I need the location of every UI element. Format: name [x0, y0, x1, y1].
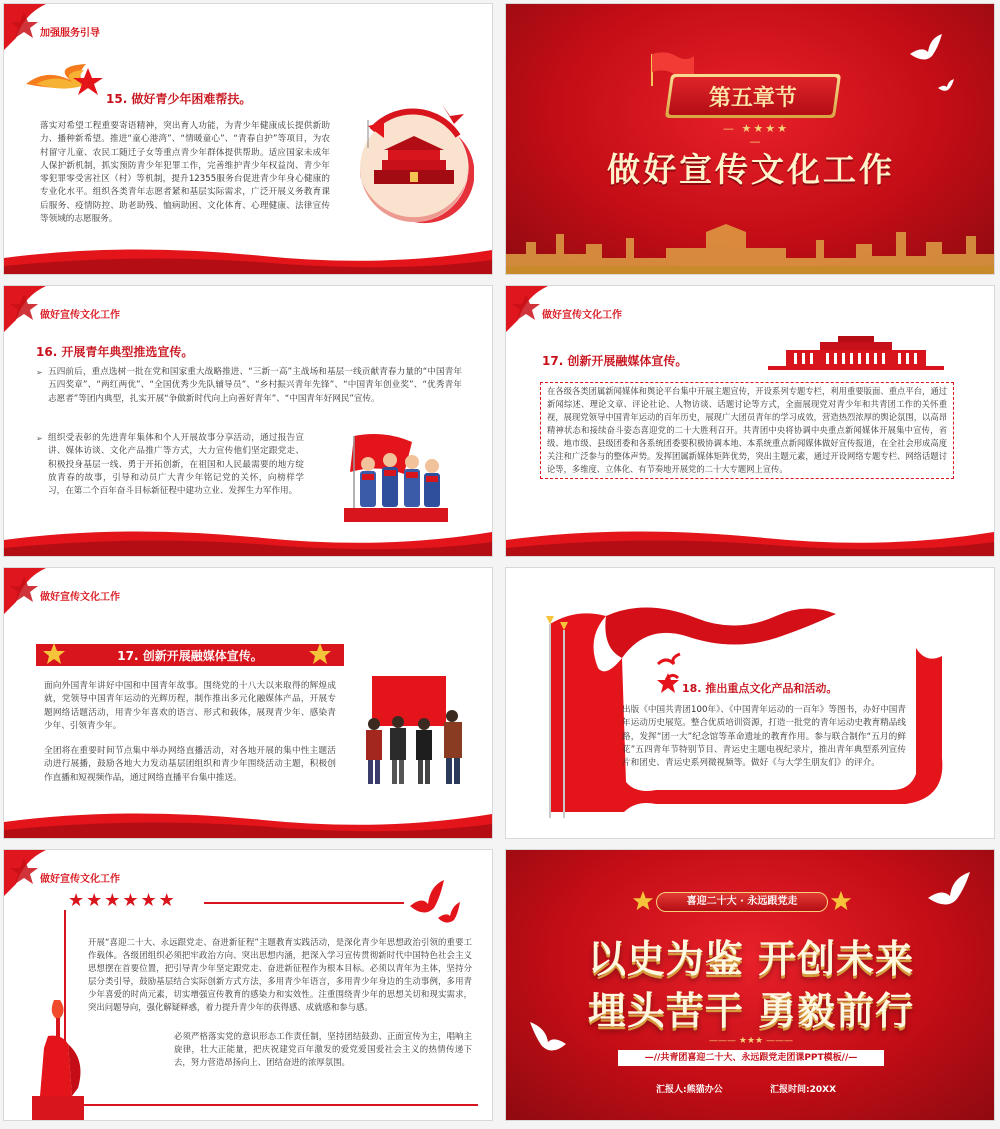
decorative-star-row: ★★★★★★ [68, 890, 177, 911]
slide-body-text-box: 在各级各类团属新闻媒体和舆论平台集中开展主题宣传，开设系列专题专栏，利用重要版面、重点平台，通过新闻综述、理论文章、评论社论、人物访谈、话题讨论等方式，全面展现党对青少年和共青团工作的关怀重视，展现党领导中国青年运动的百年历史，展现广大团员青年的学习成效，营造热烈浓厚的舆论氛围，以高昂精神状态和接续奋斗姿态喜迎党的二十大胜利召开。共青团中央将协调中央重点新闻媒体开展集中宣传，省级、地市级、县级团委和各系统团委要积极协调本地、本系统重点新闻媒体做好宣传报道，在全社会形成高度关注和广泛参与的整体声势。发挥团属新媒体矩阵优势，突出主题元素，通过开设网络专题专栏、网络话题讨论等，多维度、立体化、有节奏地开展党的二十大专题网上宣传。 [540, 382, 954, 479]
slide-body-text-2: 必须严格落实党的意识形态工作责任制，坚持团结鼓劲、正面宣传为主，唱响主旋律，壮大正能量，把庆祝建党百年激发的爱党爱国爱社会主义的热情传递下去，努力营造昂扬向上、团结奋进的浓厚氛围。 [174, 1031, 472, 1067]
slide-theme-education[interactable] [3, 849, 493, 1121]
title-banner [36, 644, 344, 666]
slide-header: 做好宣传文化工作 [40, 592, 120, 603]
slide-17-media-promotion-a[interactable] [505, 285, 995, 557]
slide-closing-cover[interactable] [505, 849, 995, 1121]
slide-header: 做好宣传文化工作 [542, 310, 622, 321]
slide-title: 17. 创新开展融媒体宣传。 [117, 648, 263, 663]
time-label: 汇报时间:20XX [770, 1085, 837, 1095]
slide-16-youth-model-promotion[interactable] [3, 285, 493, 557]
decorative-stars: ——— ★★★ ——— [709, 1036, 793, 1046]
slide-header: 做好宣传文化工作 [40, 874, 120, 885]
slide-title: 18. 推出重点文化产品和活动。 [682, 682, 838, 695]
decorative-stars: — ★★★★ — [723, 122, 789, 148]
red-ribbon-footer [4, 520, 492, 556]
red-ribbon-footer [4, 238, 492, 274]
golden-city-skyline [506, 214, 995, 274]
flame-star-icon [656, 672, 680, 694]
reporter-label: 汇报人:熊猫办公 [656, 1085, 723, 1095]
white-dove-icon [906, 32, 946, 68]
white-dove-small-icon [936, 78, 956, 94]
slide-body-text: 出版《中国共青团100年》、《中国青年运动的一百年》等图书，办好中国青年运动历史展览。整合优质培训资源，打造一批党的青年运动史教育精品线路，发挥“团一大”纪念馆等革命遗址的教育作用。参与联合制作“五月的鲜花”五四青年节特别节目、青运史主题电视纪录片，推出青年典型系列宣传片和团史、青运史系列微视频等。做好《与大学生朋友们》的评介。 [622, 705, 906, 769]
chapter-badge [665, 74, 841, 118]
slide-15-difficulty-assistance[interactable] [3, 3, 493, 275]
chapter-label: 第五章节 [708, 85, 797, 111]
white-dove-icon [924, 870, 974, 914]
slide-title: 17. 创新开展融媒体宣传。 [542, 354, 688, 368]
slide-18-cultural-products[interactable] [505, 567, 995, 839]
paragraph-1: 面向外国青年讲好中国和中国青年故事。围绕党的十八大以来取得的辉煌成就，党领导中国青年运动的光辉历程，制作推出多元化融媒体产品，开展专题网络话题活动，用青少年喜欢的语言、形式和载体，展现青少年、感染青少年、引领青少年。 [44, 681, 336, 731]
slide-body-text: 落实对希望工程重要寄语精神，突出育人功能，为青少年健康成长提供新助力、播种新希望。推进“童心港湾”、“情暖童心”、“青春自护”等项目，为农村留守儿童、农民工随迁子女等重点青少年群体提供帮助。适应国家未成年人保护新机制，抓实预防青少年犯罪工作，完善维护青少年权益岗、青少年零犯罪零受害社区（村）等机制，提升12355服务台促进青少年身心健康的专业化水平。组织各类青年志愿者紧和基层实际需求，广泛开展义务教育课后服务、疫情防控、助老助残、恤病助困、文化体育、心理健康、法律宣传等领域的志愿服务。 [40, 121, 330, 225]
youth-salute-illustration [334, 434, 454, 526]
paragraph-2: 全团将在重要时间节点集中举办网络直播活动，对各地开展的集中性主题活动进行展播，鼓励各地大力发动基层团组织和青少年围绕活动主题，积极创作直播和短视频作品，通过网络直播平台集中推送。 [44, 746, 336, 783]
slide-header: 加强服务引导 [40, 28, 100, 39]
torch-statue-illustration [18, 1000, 98, 1121]
tiananmen-circle-illustration [354, 96, 474, 228]
decorative-line [204, 902, 404, 904]
great-hall-building-icon [768, 336, 944, 370]
slogan-line-1: 以史为鉴 开创未来 [587, 937, 915, 981]
bullet-paragraph-1: ➢ 五四前后，重点选树一批在党和国家重大战略推进、“三新一高”主战场和基层一线贡献青春力量的“中国青年五四奖章”、“两红两优”、“全国优秀少先队辅导员”、“乡村振兴青年先锋”、“中国青年创业奖”、“优秀青年志愿者”等团内典型，扎实开展“争做新时代向上向善好青年”、“中国青年好网民”宣传。 [36, 366, 462, 406]
gold-star-right-icon [308, 642, 332, 666]
slide-body-text [36, 366, 462, 412]
bullet-paragraph-2: ➢ 组织受表彰的先进青年集体和个人开展故事分享活动，通过报告宣讲、媒体访谈、文化产品推广等方式，大力宣传他们坚定跟党走、积极投身基层一线、勇于开拓创新，在祖国和人民最需要的地方绽放青春的故事，引导和动员广大青少年铭记党的关怀，向榜样学习，在第二个百年奋斗目标新征程中建功立业、发挥生力军作用。 [36, 432, 304, 498]
slogan-line-2: 埋头苦干 勇毅前行 [587, 989, 915, 1033]
slide-chapter-five-cover[interactable] [505, 3, 995, 275]
people-facing-flag-illustration [352, 672, 482, 792]
subtitle-banner: —//共青团喜迎二十大、永远跟党走团课PPT模板//— [618, 1050, 884, 1066]
red-ribbon-footer [506, 520, 994, 556]
slide-header: 做好宣传文化工作 [40, 310, 120, 321]
gold-star-left-icon [42, 642, 66, 666]
chapter-title: 做好宣传文化工作 [607, 150, 895, 189]
gold-star-left-icon [632, 890, 654, 912]
theme-badge: 喜迎二十大 · 永远跟党走 [656, 892, 828, 912]
gold-star-right-icon [830, 890, 852, 912]
slide-body-text-1: 开展“喜迎二十大、永远跟党走、奋进新征程”主题教育实践活动，是深化青少年思想政治引领的重要工作载体。各级团组织必须把牢政治方向、突出思想内涵，把深入学习宣传贯彻新时代中国特色社会主义思想摆在首要位置，把引导青少年坚定跟党走、奋进新征程作为根本目标。必须以青年为主体，坚持分层分类引导，鼓励基层结合实际创新方式方法，多用青少年语言，多用青少年身边的生动事例，多用青少年喜爱的时尚元素，切实增强宣传教育的感染力和实效性。注重围绕青少年的思想关切和现实需求，突出问题导向，强化解疑释惑，着力提升青少年的获得感、成就感和参与感。 [88, 937, 472, 1012]
flame-star-icon [26, 62, 106, 102]
slide-body-text [44, 680, 336, 791]
slide-title: 16. 开展青年典型推选宣传。 [36, 345, 194, 359]
slide-body-text-2 [36, 432, 304, 504]
slide-17-media-promotion-b[interactable] [3, 567, 493, 839]
red-ribbon-footer [4, 802, 492, 838]
slide-title: 15. 做好青少年困难帮扶。 [106, 92, 252, 106]
